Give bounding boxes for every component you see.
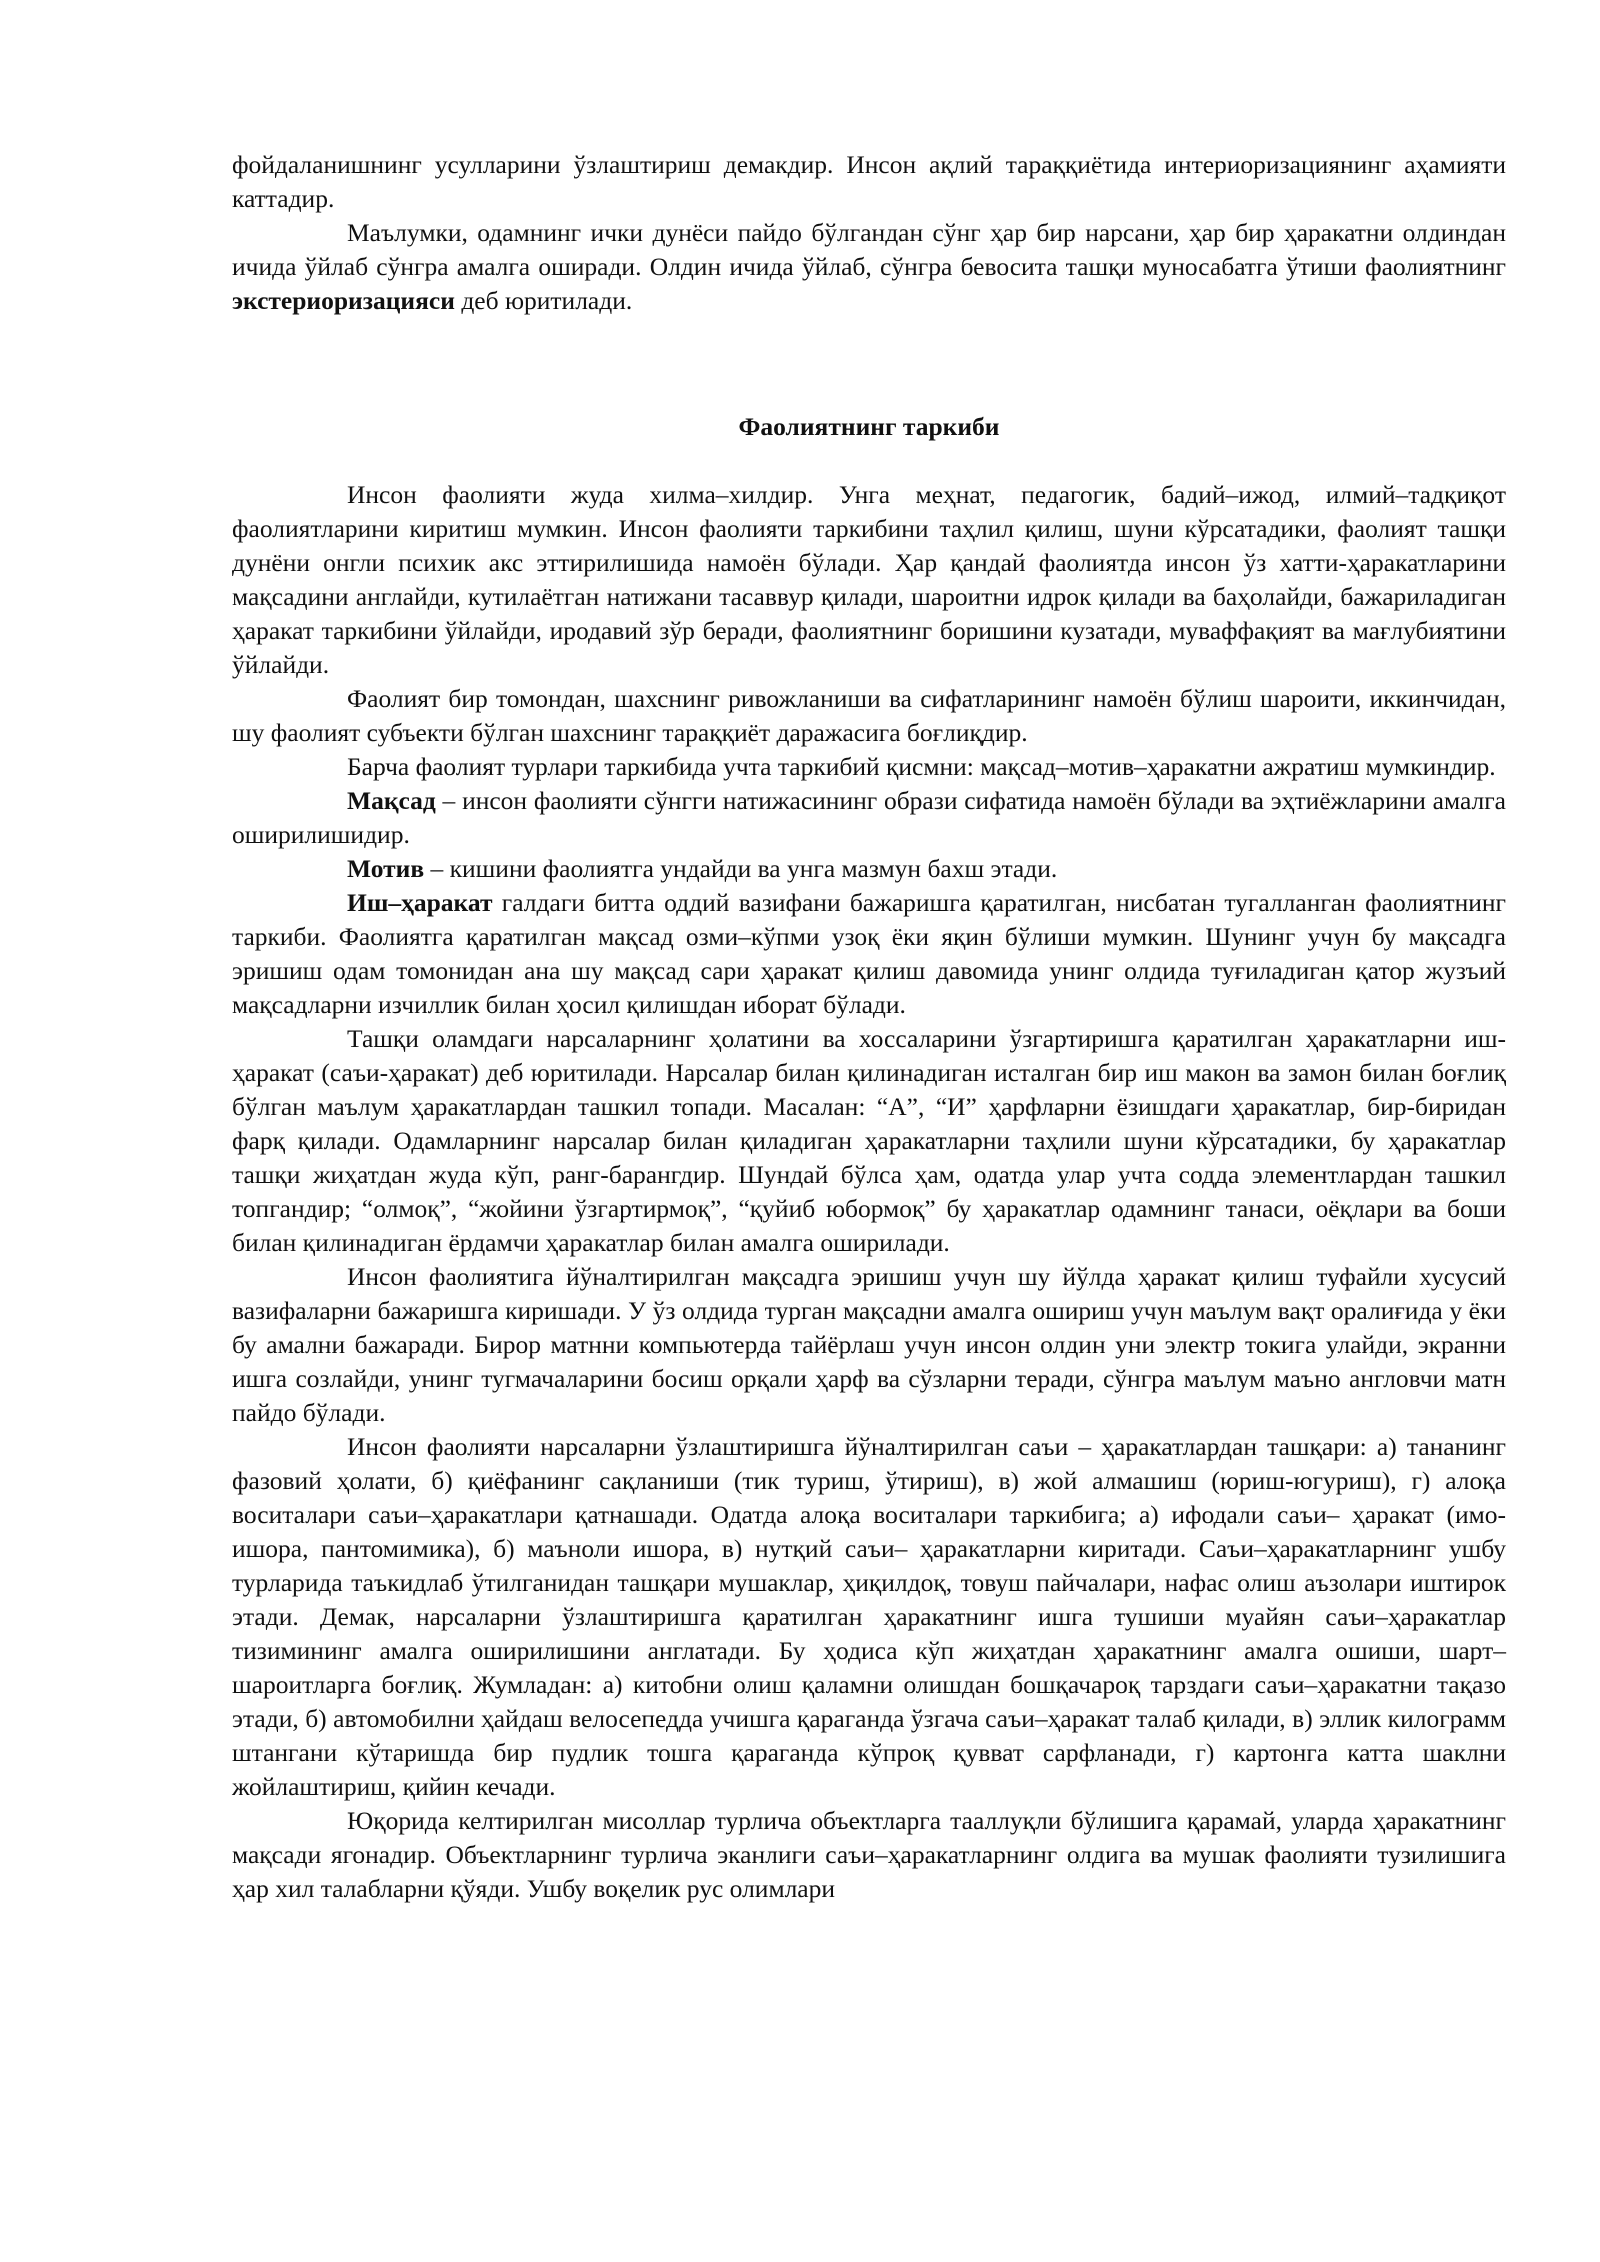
spacer xyxy=(232,444,1506,478)
paragraph-action-text: галдаги битта оддий вазифани бажаришга қаратилган, нисбатан тугалланган фаолиятнинг таркиби. Фаолиятга қаратилган мақсад озми–кўпми узоқ ёки яқин бўлиши мумкин. Шунинг учун бу мақсадга эришиш одам томонидан ана шу мақсад сари ҳаракат қилиш давомида унинг олдида туғиладиган қатор жузъий мақсадларни изчиллик билан ҳосил қилишдан иборат бўлади. xyxy=(232,888,1506,1019)
section-heading: Фаолиятнинг таркиби xyxy=(738,412,1000,441)
paragraph-motor-actions: Инсон фаолияти нарсаларни ўзлаштиришга йўналтирилган саъи – ҳаракатлардан ташқари: а) тананинг фазовий ҳолати, б) қиёфанинг сақланиши (тик туриш, ўтириш), в) жой алмашиш (юриш-югуриш), г) алоқа воситалари саъи–ҳаракатлари қатнашади. Одатда алоқа воситалари таркибига; а) ифодали саъи– ҳаракат (имо-ишора, пантомимика), б) маъноли ишора, в) нутқий саъи– ҳаракатларни киритади. Саъи–ҳаракатларнинг ушбу турларида таъкидлаб ўтилганидан ташқари мушаклар, ҳиқилдоқ, товуш пайчалари, нафас олиш аъзолари иштирок этади. Демак, нарсаларни ўзлаштиришга қаратилган ҳаракатнинг ишга тушиши муайян саъи–ҳаракатлар тизимининг амалга оширилишини англатади. Бу ҳодиса кўп жиҳатдан ҳаракатнинг амалга ошиши, шарт–шароитларга боғлиқ. Жумладан: а) китобни олиш қаламни олишдан бошқачароқ тарздаги саъи–ҳаракатни тақазо этади, б) автомобилни ҳайдаш велосепедда учишга қараганда ўзгача саъи–ҳаракат талаб қилади, в) эллик килограмм штангани кўтаришда бир пудлик тошга қараганда кўпроқ қувват сарфланади, г) картонга катта шаклни жойлаштириш, қийин кечади. xyxy=(232,1432,1506,1801)
paragraph-goal-achievement: Инсон фаолиятига йўналтирилган мақсадга эришиш учун шу йўлда ҳаракат қилиш туфайли хусусий вазифаларни бажаришга киришади. У ўз олдида турган мақсадни амалга ошириш учун маълум вақт оралиғида у ёки бу амални бажаради. Бирор матнни компьютерда тайёрлаш учун инсон олдин уни электр токига улайди, экранни ишга созлайди, унинг тугмачаларини босиш орқали ҳарф ва сўзларни теради, сўнгра маълум маъно англовчи матн пайдо бўлади. xyxy=(232,1262,1506,1427)
paragraph-intro-2-text: Маълумки, одамнинг ички дунёси пайдо бўлгандан сўнг ҳар бир нарсани, ҳар бир ҳаракатни олдиндан ичида ўйлаб сўнгра амалга оширади. Олдин ичида ўйлаб, сўнгра бевосита ташқи муносабатга ўтиши фаолиятнинг xyxy=(232,218,1506,281)
term-action: Иш–ҳаракат xyxy=(347,888,493,917)
paragraph-external-objects: Ташқи оламдаги нарсаларнинг ҳолатини ва хоссаларини ўзгартиришга қаратилган ҳаракатларни иш-ҳаракат (саъи-ҳаракат) деб юритилади. Нарсалар билан қилинадиган исталган бир иш макон ва замон билан боғлиқ бўлган маълум ҳаракатлардан ташкил топади. Масалан: “А”, “И” ҳарфларни ёзишдаги ҳаракатлар, бир-биридан фарқ қилади. Одамларнинг нарсалар билан қиладиган ҳаракатларни таҳлили шуни кўрсатадики, бу ҳаракатлар ташқи жиҳатдан жуда кўп, ранг-барангдир. Шундай бўлса ҳам, одатда улар учта содда элементлардан ташкил топгандир; “олмоқ”, “жойини ўзгартирмоқ”, “қуйиб юбормоқ” бу ҳаракатлар одамнинг танаси, оёқлари ва боши билан қилинадиган ёрдамчи ҳаракатлар билан амалга оширилади. xyxy=(232,1024,1506,1257)
paragraph-intro-2 xyxy=(232,216,1506,318)
paragraph-action-definition xyxy=(232,886,1506,1022)
term-goal: Мақсад xyxy=(347,786,436,815)
paragraph-goal-text: – инсон фаолияти сўнгги натижасининг образи сифатида намоён бўлади ва эҳтиёжларини амалга оширилишидир. xyxy=(232,786,1506,849)
paragraph-activity-diversity: Инсон фаолияти жуда хилма–хилдир. Унга меҳнат, педагогик, бадий–ижод, илмий–тадқиқот фаолиятларини киритиш мумкин. Инсон фаолияти таркибини таҳлил қилиш, шуни кўрсатадики, фаолият ташқи дунёни онгли психик акс эттирилишида намоён бўлади. Ҳар қандай фаолиятда инсон ўз хатти-ҳаракатларини мақсадини англайди, кутилаётган натижани тасаввур қилади, шароитни идрок қилади ва баҳолайди, бажариладиган ҳаракат таркибини ўйлайди, иродавий зўр беради, фаолиятнинг боришини кузатади, муваффақият ва мағлубиятини ўйлайди. xyxy=(232,480,1506,679)
paragraph-activity-components: Барча фаолият турлари таркибида учта таркибий қисмни: мақсад–мотив–ҳаракатни ажратиш мумкиндир. xyxy=(347,752,1496,781)
paragraph-motive-text: – кишини фаолиятга ундайди ва унга мазмун бахш этади. xyxy=(424,854,1058,883)
paragraph-goal-definition xyxy=(232,784,1506,852)
term-motive: Мотив xyxy=(347,854,425,883)
spacer xyxy=(232,318,1506,410)
paragraph-examples-summary: Юқорида келтирилган мисоллар турлича объектларга тааллуқли бўлишига қарамай, уларда ҳаракатнинг мақсади ягонадир. Объектларнинг турлича эканлиги саъи–ҳаракатларнинг олдига ва мушак фаолияти тузилишига ҳар хил талабларни қўяди. Ушбу воқелик рус олимлари xyxy=(232,1806,1506,1903)
paragraph-intro-2-ending: деб юритилади. xyxy=(454,286,633,315)
paragraph-intro-1: фойдаланишнинг усулларини ўзлаштириш демакдир. Инсон ақлий тараққиётида интериоризациянинг аҳамияти каттадир. xyxy=(232,150,1506,213)
paragraph-motive-definition xyxy=(232,852,1506,886)
term-exteriorization: экстериоризацияси xyxy=(232,286,455,315)
paragraph-activity-conditions: Фаолият бир томондан, шахснинг ривожланиши ва сифатларининг намоён бўлиш шароити, иккинчидан, шу фаолият субъекти бўлган шахснинг тараққиёт даражасига боғлиқдир. xyxy=(232,684,1506,747)
document-page xyxy=(232,148,1506,1906)
